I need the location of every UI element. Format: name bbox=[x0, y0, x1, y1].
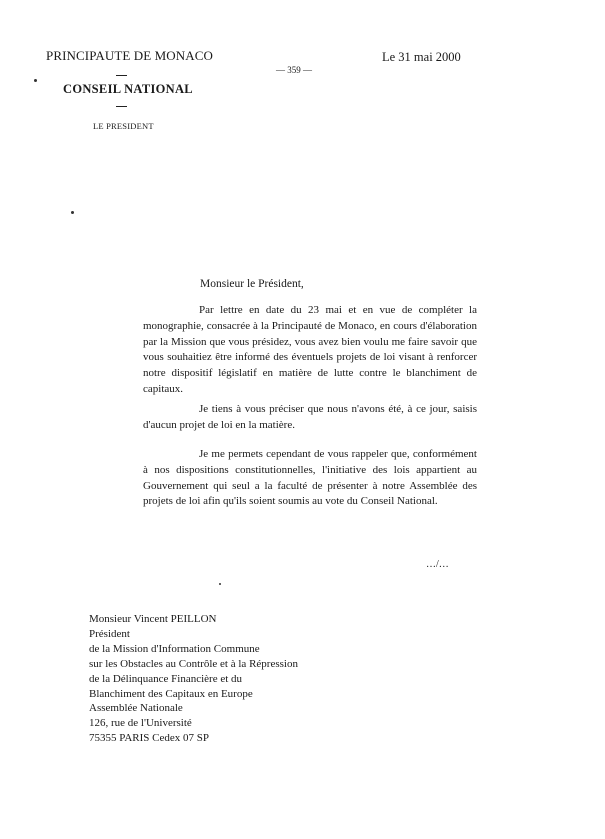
recipient-address-line: de la Mission d'Information Commune bbox=[89, 642, 260, 655]
recipient-address-line: sur les Obstacles au Contrôle et à la Répression bbox=[89, 657, 298, 670]
scan-speck bbox=[34, 79, 37, 82]
recipient-address-line: 126, rue de l'Université bbox=[89, 717, 192, 730]
page-number: — 359 — bbox=[276, 65, 312, 75]
scan-speck bbox=[71, 211, 74, 214]
letter-paragraph: Je tiens à vous préciser que nous n'avons été, à ce jour, saisis d'aucun projet de loi en la matière. bbox=[143, 403, 477, 431]
president-title: LE PRESIDENT bbox=[93, 121, 154, 131]
letter-date: Le 31 mai 2000 bbox=[382, 50, 461, 64]
scan-speck bbox=[219, 583, 221, 585]
letter-paragraph: Je me permets cependant de vous rappeler que, conformément à nos dispositions constitutionnelles, l'initiative des lois appartient au Gouvernement qui seul a la faculté de présenter à notre Assemblée des projets de loi afin qu'ils soient soumis au vote du Conseil National. bbox=[143, 448, 477, 508]
recipient-address-line: de la Délinquance Financière et du bbox=[89, 672, 243, 685]
recipient-name: Monsieur Vincent PEILLON bbox=[89, 613, 217, 625]
principality-heading: PRINCIPAUTE DE MONACO bbox=[46, 48, 214, 63]
recipient-title: Président bbox=[89, 627, 130, 640]
recipient-address-line: Assemblée Nationale bbox=[89, 702, 183, 715]
continued-marker: …/… bbox=[426, 559, 449, 570]
council-divider bbox=[116, 106, 127, 107]
header-divider bbox=[116, 75, 127, 76]
salutation: Monsieur le Président, bbox=[200, 278, 304, 290]
recipient-address bbox=[89, 612, 298, 746]
council-heading: CONSEIL NATIONAL bbox=[63, 82, 193, 96]
letter-paragraph: Par lettre en date du 23 mai et en vue de compléter la monographie, consacrée à la Principauté de Monaco, en cours d'élaboration par la Mission que vous présidez, vous avez bien voulu me faire savoir que vous souhaitiez être informé des éventuels projets de loi visant à renforcer notre dispositif législatif en matière de lutte contre le blanchiment de capitaux. bbox=[143, 304, 477, 395]
recipient-address-line: 75355 PARIS Cedex 07 SP bbox=[89, 732, 210, 745]
recipient-address-line: Blanchiment des Capitaux en Europe bbox=[89, 687, 253, 700]
